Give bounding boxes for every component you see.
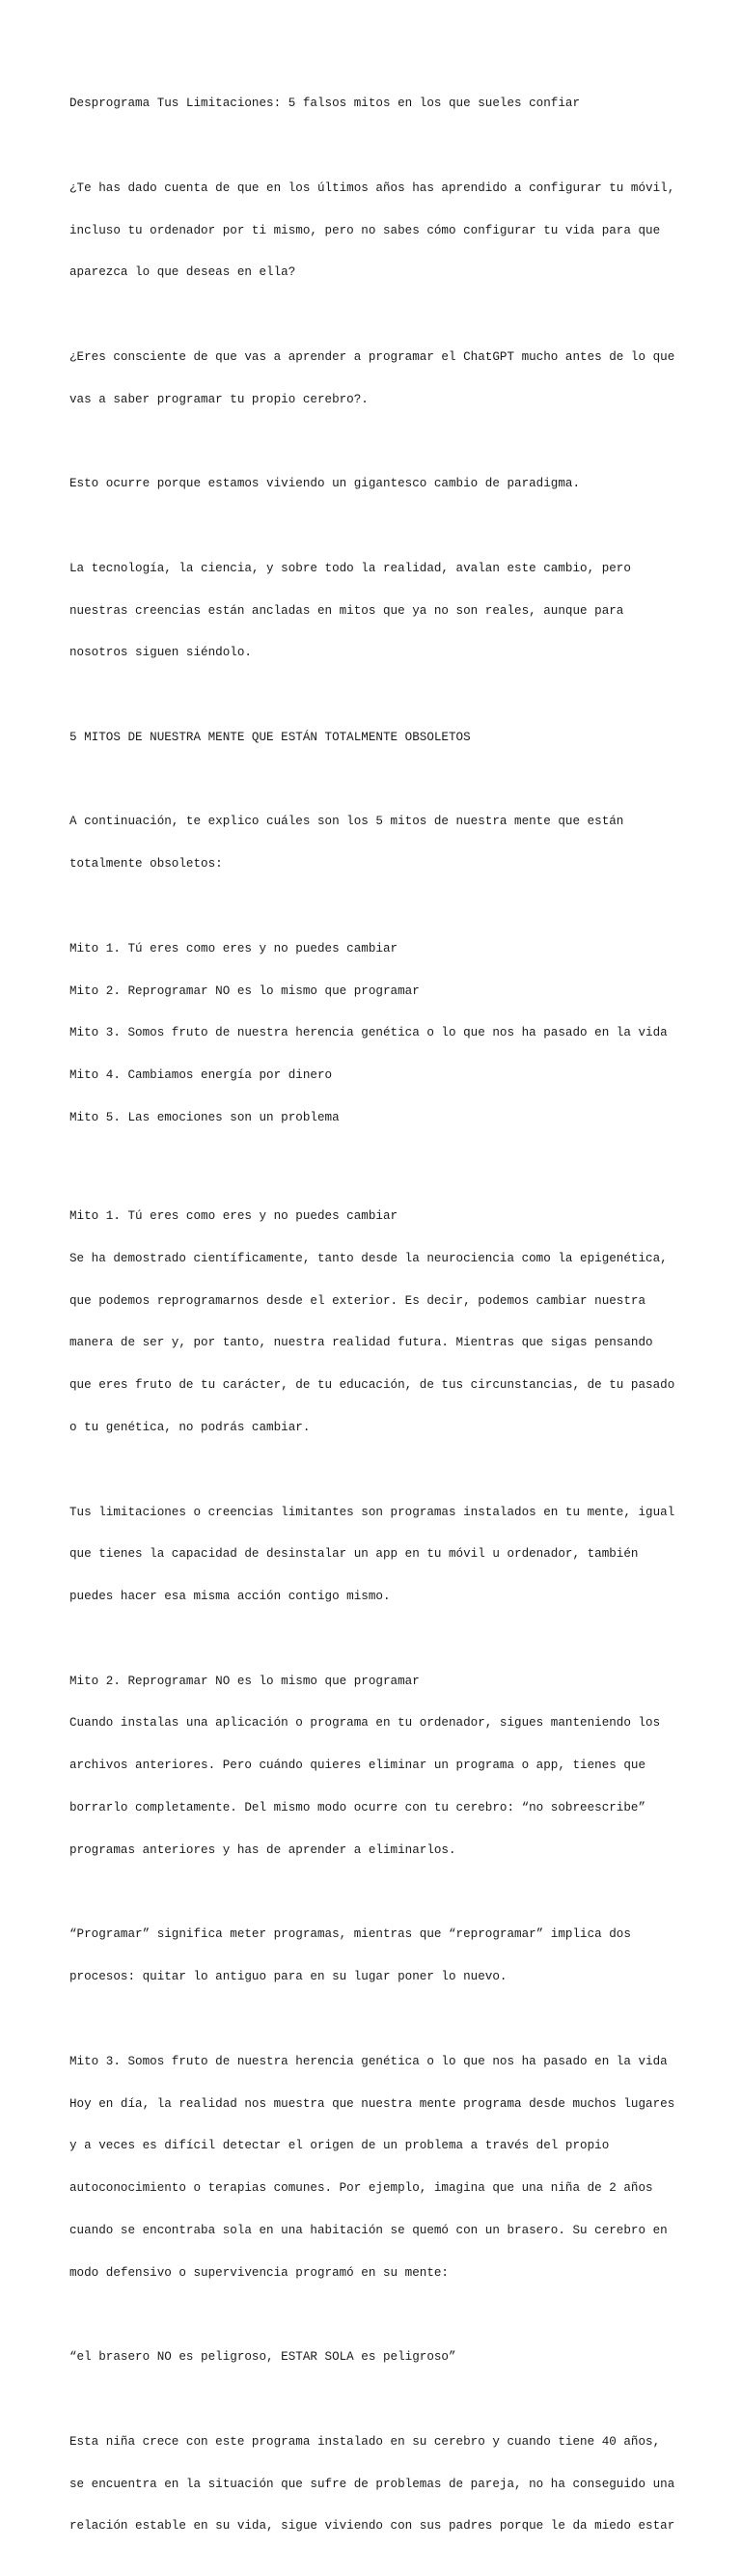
myth-list-item: Mito 4. Cambiamos energía por dinero bbox=[69, 1068, 333, 1083]
myth-list-item: Mito 5. Las emociones son un problema bbox=[69, 1110, 340, 1124]
myth3-heading: Mito 3. Somos fruto de nuestra herencia genética o lo que nos ha pasado en la vida bbox=[69, 2054, 668, 2068]
myth1-section: Mito 1. Tú eres como eres y no puedes cambiar Se ha demostrado científicamente, tanto desde la neurociencia como la epigenética, que podemos reprogramarnos desde el exterior. Es decir, podemos cambiar nuestra manera de ser y, por tanto, nuestra realidad futura. Mientras que sigas pensando que eres fruto de tu carácter, de tu educación, de tus circunstancias, de tu pasado o tu genética, no podrás cambiar. bbox=[69, 1181, 687, 1463]
intro-paragraph-1: ¿Te has dado cuenta de que en los últimos años has aprendido a configurar tu móvil, incluso tu ordenador por ti mismo, pero no sabes cómo configurar tu vida para que aparezca lo que deseas en ella? bbox=[69, 180, 675, 280]
myth2-heading: Mito 2. Reprogramar NO es lo mismo que programar bbox=[69, 1674, 420, 1688]
intro-paragraph-2: ¿Eres consciente de que vas a aprender a programar el ChatGPT mucho antes de lo que vas a saber programar tu propio cerebro?. bbox=[69, 349, 675, 406]
document-page bbox=[69, 69, 687, 2576]
myth-list-item: Mito 1. Tú eres como eres y no puedes cambiar bbox=[69, 941, 398, 956]
myth2-section: Mito 2. Reprogramar NO es lo mismo que programar Cuando instalas una aplicación o programa en tu ordenador, sigues manteniendo los archivos anteriores. Pero cuándo quieres eliminar un programa o app, tienes que borrarlo completamente. Del mismo modo ocurre con tu cerebro: “no sobreescribe” programas anteriores y has de aprender a eliminarlos. bbox=[69, 1647, 687, 1886]
myth-list bbox=[69, 914, 687, 1153]
myth-list-item: Mito 2. Reprogramar NO es lo mismo que programar bbox=[69, 983, 420, 998]
myth-list-item: Mito 3. Somos fruto de nuestra herencia genética o lo que nos ha pasado en la vida bbox=[69, 1026, 668, 1040]
myth1-paragraph-2: Tus limitaciones o creencias limitantes son programas instalados en tu mente, igual que tienes la capacidad de desinstalar un app en tu móvil u ordenador, también puedes hacer esa misma acción contigo mismo. bbox=[69, 1505, 675, 1604]
myth3-paragraph-2: Esta niña crece con este programa instalado en su cerebro y cuando tiene 40 años, se encuentra en la situación que sufre de problemas de pareja, no ha conseguido una relación estable en su vida, sigue viviendo con sus padres porque le da miedo estar bbox=[69, 2434, 675, 2534]
blank-line bbox=[69, 1167, 687, 1181]
myth1-heading: Mito 1. Tú eres como eres y no puedes cambiar bbox=[69, 1209, 398, 1224]
list-intro-paragraph: A continuación, te explico cuáles son los 5 mitos de nuestra mente que están totalmente obsoletos: bbox=[69, 815, 624, 872]
myth2-paragraph-2: “Programar” significa meter programas, mientras que “reprogramar” implica dos procesos: quitar lo antiguo para en su lugar poner lo nuevo. bbox=[69, 1927, 631, 1984]
intro-paragraph-3: Esto ocurre porque estamos viviendo un gigantesco cambio de paradigma. bbox=[69, 477, 581, 491]
intro-paragraph-4: La tecnología, la ciencia, y sobre todo la realidad, avalan este cambio, pero nuestras creencias están ancladas en mitos que ya no son reales, aunque para nosotros siguen siéndolo. bbox=[69, 561, 631, 660]
myth3-quote: “el brasero NO es peligroso, ESTAR SOLA es peligroso” bbox=[69, 2350, 456, 2365]
document-title: Desprograma Tus Limitaciones: 5 falsos mitos en los que sueles confiar bbox=[69, 97, 581, 111]
myth3-section: Mito 3. Somos fruto de nuestra herencia genética o lo que nos ha pasado en la vida Hoy en día, la realidad nos muestra que nuestra mente programa desde muchos lugares y a veces es difícil detectar el origen de un problema a través del propio autoconocimiento o terapias comunes. Por ejemplo, imagina que una niña de 2 años cuando se encontraba sola en una habitación se quemó con un brasero. Su cerebro en modo defensivo o supervivencia programó en su mente: bbox=[69, 2027, 687, 2309]
section-heading: 5 MITOS DE NUESTRA MENTE QUE ESTÁN TOTALMENTE OBSOLETOS bbox=[69, 730, 471, 744]
